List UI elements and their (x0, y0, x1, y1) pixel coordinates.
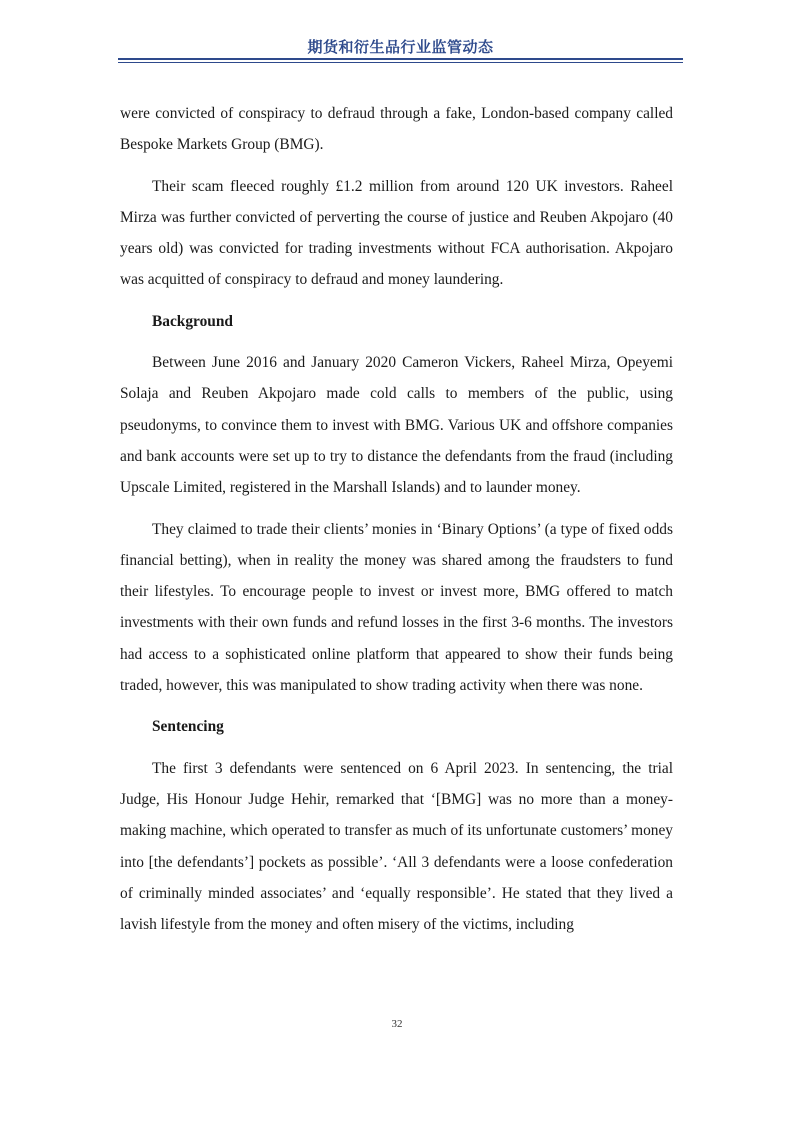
page-header-title: 期货和衍生品行业监管动态 (307, 38, 494, 56)
header-rule-thin (118, 62, 683, 63)
paragraph-sentencing: The first 3 defendants were sentenced on 6 April 2023. In sentencing, the trial Judge, His Honour Judge Hehir, remarked that ‘[BMG] was no more than a money-making machine, which operated to transfer as much of its unfortunate customers’ money into [the defendants’] pockets as possible’. ‘All 3 defendants were a loose confederation of criminally minded associates’ and ‘equally responsible’. He stated that they lived a lavish lifestyle from the money and often misery of the victims, including (120, 759, 673, 934)
paragraph-cold-calls: Between June 2016 and January 2020 Cameron Vickers, Raheel Mirza, Opeyemi Solaja and Reuben Akpojaro made cold calls to members of the public, using pseudonyms, to convince them to invest with BMG. Various UK and offshore companies and bank accounts were set up to try to distance the defendants from the fraud (including Upscale Limited, registered in the Marshall Islands) and to launder money. (120, 354, 673, 497)
paragraph-binary-options: They claimed to trade their clients’ monies in ‘Binary Options’ (a type of fixed odds financial betting), when in reality the money was shared among the fraudsters to fund their lifestyles. To encourage people to invest or invest more, BMG offered to match investments with their own funds and refund losses in the first 3-6 months. The investors had access to a sophisticated online platform that appeared to show their funds being traded, however, this was manipulated to show trading activity when there was none. (120, 520, 673, 695)
paragraph-conviction-continued: were convicted of conspiracy to defraud through a fake, London-based company called Bespoke Markets Group (BMG). (120, 105, 673, 154)
article-body (120, 98, 673, 950)
heading-sentencing: Sentencing (152, 718, 224, 736)
page-number: 32 (391, 1018, 403, 1030)
paragraph-scam-summary: Their scam fleeced roughly £1.2 million from around 120 UK investors. Raheel Mirza was further convicted of perverting the course of justice and Reuben Akpojaro (40 years old) was convicted for trading investments without FCA authorisation. Akpojaro was acquitted of conspiracy to defraud and money laundering. (120, 177, 673, 289)
header-rule-thick (118, 58, 683, 60)
heading-background: Background (152, 312, 233, 330)
